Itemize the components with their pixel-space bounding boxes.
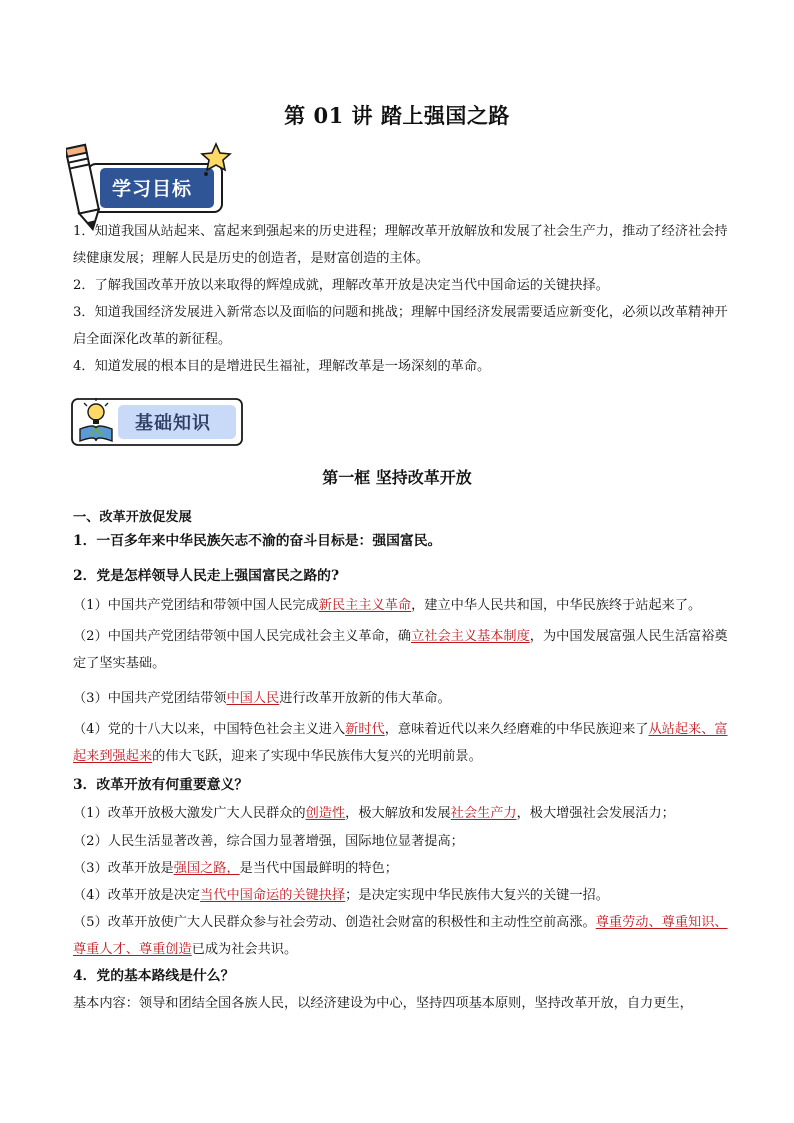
basic-knowledge-label: 基础知识: [135, 413, 211, 434]
learning-goals-label: 学习目标: [112, 178, 193, 200]
answer-3-1: （1）改革开放极大激发广大人民群众的创造性，极大解放和发展社会生产力，极大增强社会发展活力；: [73, 806, 675, 821]
key-term: 中国人民: [226, 691, 280, 706]
answer-2-3: （3）中国共产党团结带领中国人民进行改革开放新的伟大革命。: [73, 691, 451, 706]
answer-4: 基本内容：领导和团结全国各族人民，以经济建设为中心，坚持四项基本原则，坚持改革开放，自力更生，: [73, 996, 693, 1011]
key-term: 创造性: [305, 806, 346, 821]
key-term: 强国之路，: [173, 861, 240, 876]
goal-1: 1．知道我国从站起来、富起来到强起来的历史进程；理解改革开放解放和发展了社会生产力，推动了经济社会持续健康发展；理解人民是历史的创造者，是财富创造的主体。: [73, 224, 728, 266]
question-2: 2．党是怎样领导人民走上强国富民之路的?: [73, 568, 340, 584]
answer-2-4: （4）党的十八大以来，中国特色社会主义进入新时代，意味着近代以来久经磨难的中华民族迎来了从站起来、富起来到强起来的伟大飞跃，迎来了实现中华民族伟大复兴的光明前景。: [73, 722, 728, 764]
key-term: 从站起来、富起来到强起来: [73, 722, 728, 764]
answer-3-4: （4）改革开放是决定当代中国命运的关键抉择；是决定实现中华民族伟大复兴的关键一招。: [73, 888, 609, 903]
key-term: 立社会主义基本制度: [411, 629, 530, 644]
key-term: 新民主主义革命: [318, 598, 412, 613]
question-1: 1．一百多年来中华民族矢志不渝的奋斗目标是：强国富民。: [73, 533, 442, 549]
heading-reform-promotes-development: 一、改革开放促发展: [73, 510, 192, 525]
section-title: 第一框 坚持改革开放: [322, 468, 472, 487]
key-term: 当代中国命运的关键抉择: [200, 888, 346, 903]
answer-3-3: （3）改革开放是强国之路，是当代中国最鲜明的特色；: [73, 861, 398, 876]
question-3: 3．改革开放有何重要意义？: [73, 777, 249, 793]
page-title: 第 01 讲 踏上强国之路: [284, 103, 510, 128]
answer-2-2: （2）中国共产党团结带领中国人民完成社会主义革命，确立社会主义基本制度，为中国发展富强人民生活富裕奠定了坚实基础。: [73, 629, 728, 671]
goal-3: 3．知道我国经济发展进入新常态以及面临的问题和挑战；理解中国经济发展需要适应新变化，必须以改革精神开启全面深化改革的新征程。: [73, 305, 728, 347]
goal-2: 2．了解我国改革开放以来取得的辉煌成就，理解改革开放是决定当代中国命运的关键抉择。: [73, 278, 609, 293]
answer-3-2: （2）人民生活显著改善，综合国力显著增强，国际地位显著提高；: [73, 834, 464, 849]
question-4: 4．党的基本路线是什么？: [73, 968, 235, 984]
answer-2-1: （1）中国共产党团结和带领中国人民完成新民主主义革命，建立中华人民共和国，中华民族终于站起来了。: [73, 598, 702, 613]
key-term: 社会生产力: [450, 806, 517, 821]
key-term: 新时代: [345, 722, 385, 737]
answer-3-5: （5）改革开放使广大人民群众参与社会劳动、创造社会财富的积极性和主动性空前高涨。尊重劳动、尊重知识、尊重人才、尊重创造已成为社会共识。: [73, 915, 728, 957]
goal-4: 4．知道发展的根本目的是增进民生福祉，理解改革是一场深刻的革命。: [73, 359, 491, 374]
key-term: 尊重劳动、尊重知识、尊重人才、尊重创造: [73, 915, 728, 957]
basic-knowledge-badge: [70, 395, 245, 450]
